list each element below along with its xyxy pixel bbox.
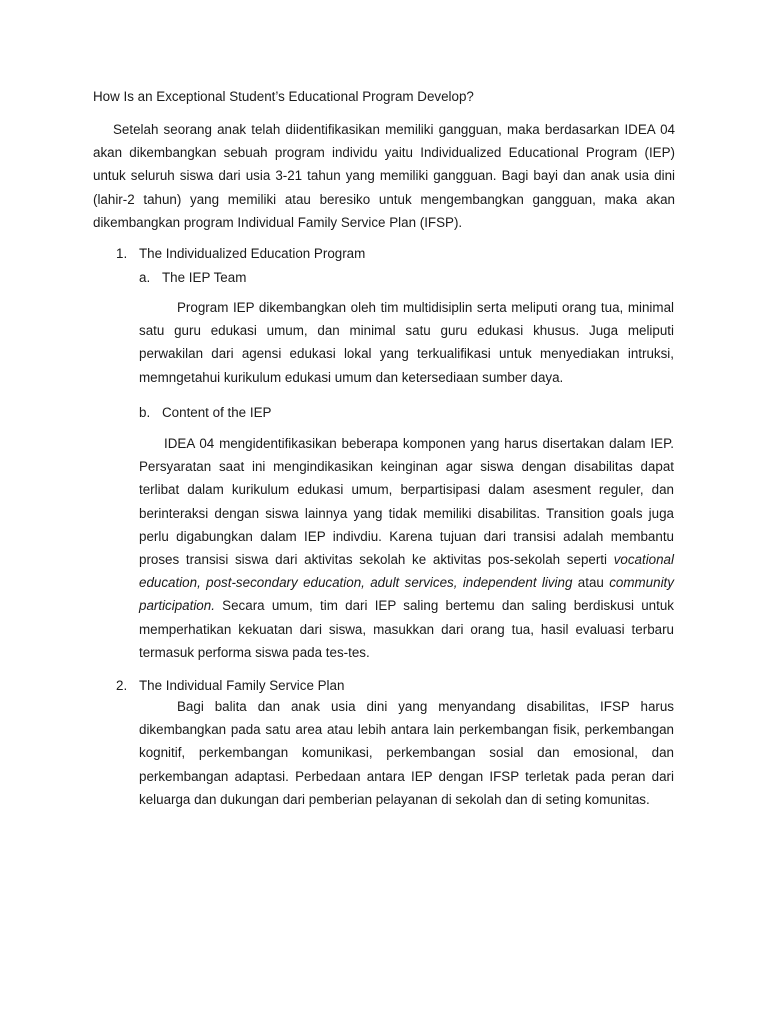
subsection-a-letter: a. <box>139 270 151 285</box>
iep-content-italic-2: community participation. <box>139 575 674 614</box>
iep-content-text-3: Secara umum, tim dari IEP saling bertemu dan saling berdiskusi untuk memperhatikan kekuatan dari siswa, masukkan dari orang tua, hasil evaluasi terbaru termasuk performa siswa pada tes-tes. <box>139 598 674 660</box>
iep-content-paragraph <box>139 432 674 664</box>
subsection-b-title: Content of the IEP <box>162 405 272 420</box>
section-2-number: 2. <box>116 678 128 693</box>
iep-content-text-2: atau <box>572 575 610 591</box>
section-1-title: The Individualized Education Program <box>139 246 366 261</box>
subsection-a-title: The IEP Team <box>162 270 247 285</box>
subsection-b-letter: b. <box>139 405 151 420</box>
section-1-number: 1. <box>116 246 128 261</box>
iep-team-paragraph: Program IEP dikembangkan oleh tim multidisiplin serta meliputi orang tua, minimal satu guru edukasi umum, dan minimal satu guru edukasi khusus. Juga meliputi perwakilan dari agensi edukasi lokal yang terkualifikasi untuk menyediakan intruksi, memngetahui kurikulum edukasi umum dan ketersediaan sumber daya. <box>139 300 674 385</box>
document-title: How Is an Exceptional Student’s Educational Program Develop? <box>93 89 474 104</box>
iep-content-italic-1: vocational education, post-secondary education, adult services, independent living <box>139 552 674 591</box>
intro-paragraph: Setelah seorang anak telah diidentifikasikan memiliki gangguan, maka berdasarkan IDEA 04 akan dikembangkan sebuah program individu yaitu Individualized Educational Program (IEP) untuk seluruh siswa dari usia 3-21 tahun yang memiliki gangguan. Bagi bayi dan anak usia dini (lahir-2 tahun) yang memiliki atau beresiko untuk mengembangkan gangguan, maka akan dikembangkan program Individual Family Service Plan (IFSP). <box>93 122 675 230</box>
section-2-title: The Individual Family Service Plan <box>139 678 345 693</box>
ifsp-paragraph: Bagi balita dan anak usia dini yang menyandang disabilitas, IFSP harus dikembangkan pada satu area atau lebih antara lain perkembangan fisik, perkembangan kognitif, perkembangan komunikasi, perkembangan sosial dan emosional, dan perkembangan adaptasi. Perbedaan antara IEP dengan IFSP terletak pada peran dari keluarga dan dukungan dari pemberian pelayanan di sekolah dan di seting komunitas. <box>139 699 674 807</box>
iep-content-text-1: IDEA 04 mengidentifikasikan beberapa komponen yang harus disertakan dalam IEP. Persyaratan saat ini mengindikasikan keinginan agar siswa dengan disabilitas dapat terlibat dalam kurikulum edukasi umum, berpartisipasi dalam asesment reguler, dan berinteraksi dengan siswa lainnya yang tidak memiliki disabilitas. Transition goals juga perlu digabungkan dalam IEP indivdiu. Karena tujuan dari transisi adalah membantu proses transisi siswa dari aktivitas sekolah ke aktivitas pos-sekolah seperti <box>139 436 674 568</box>
